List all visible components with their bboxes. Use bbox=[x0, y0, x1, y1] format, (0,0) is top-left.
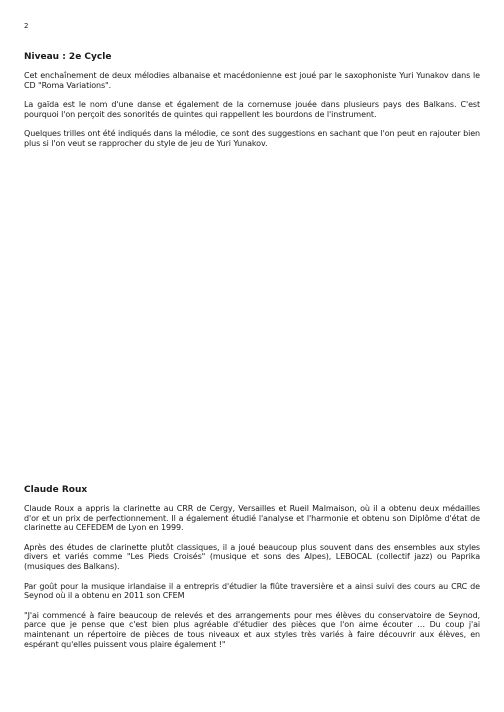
page-number: 2 bbox=[24, 22, 29, 30]
author-heading: Claude Roux bbox=[24, 485, 88, 495]
author-quote: "J'ai commencé à faire beaucoup de relevés et des arrangements pour mes élèves du conservatoire de Seynod, parce que je pense que c'est bien plus agréable d'étudier des pièces que l'on aime écouter … Du coup j'ai maintenant un répertoire de pièces de tous niveaux et aux styles très variés à faire découvrir aux élèves, en espérant qu'elles puissent vous plaire également !" bbox=[24, 610, 480, 649]
author-paragraph-2: Après des études de clarinette plutôt classiques, il a joué beaucoup plus souvent dans des ensembles aux styles divers et variés comme "Les Pieds Croisés" (musique et sons des Alpes), LEBOCAL (collectif jazz) ou Paprika (musiques des Balkans). bbox=[24, 542, 480, 571]
author-paragraph-1: Claude Roux a appris la clarinette au CRR de Cergy, Versailles et Rueil Malmaison, où il a obtenu deux médailles d'or et un prix de perfectionnement. Il a également étudié l'analyse et l'harmonie et obtenu son Diplôme d'état de clarinette au CEFEDEM de Lyon en 1999. bbox=[24, 504, 480, 533]
author-section bbox=[24, 485, 480, 659]
level-section bbox=[24, 52, 480, 159]
level-paragraph-3: Quelques trilles ont été indiqués dans la mélodie, ce sont des suggestions en sachant que l'on peut en rajouter bien plus si l'on veut se rapprocher du style de jeu de Yuri Yunakov. bbox=[24, 129, 480, 148]
level-paragraph-2: La gaïda est le nom d'une danse et également de la cornemuse jouée dans plusieurs pays des Balkans. C'est pourquoi l'on perçoit des sonorités de quintes qui rappellent les bourdons de l'instrument. bbox=[24, 100, 480, 119]
author-paragraph-3: Par goût pour la musique irlandaise il a entrepris d'étudier la flûte traversière et a ainsi suivi des cours au CRC de Seynod où il a obtenu en 2011 son CFEM bbox=[24, 581, 480, 601]
level-heading: Niveau : 2e Cycle bbox=[24, 52, 112, 62]
level-paragraph-1: Cet enchaînement de deux mélodies albanaise et macédonienne est joué par le saxophoniste Yuri Yunakov dans le CD "Roma Variations". bbox=[24, 71, 480, 90]
